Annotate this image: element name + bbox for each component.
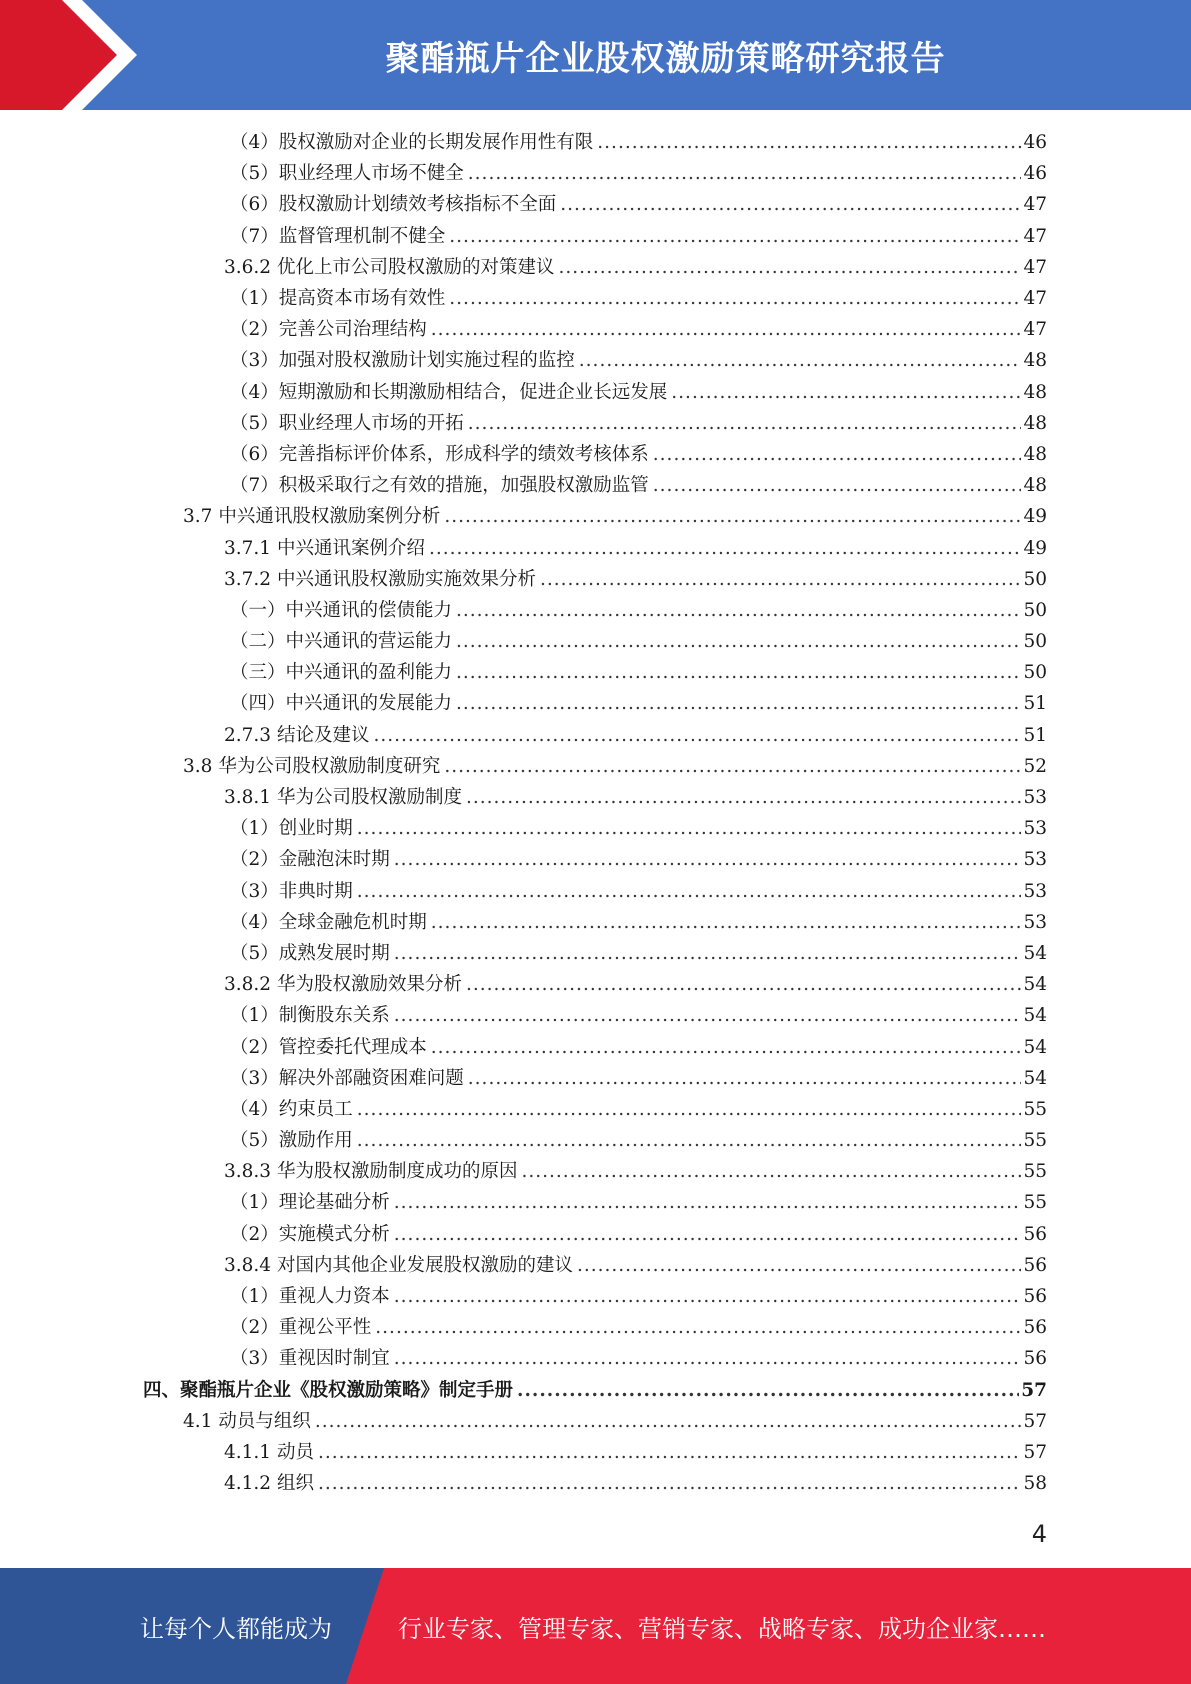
toc-entry-page: 50 — [1023, 631, 1047, 653]
toc-entry-number: 3.8.4 — [224, 1254, 277, 1276]
toc-entry[interactable] — [0, 158, 1191, 189]
toc-entry-page: 53 — [1023, 911, 1047, 933]
toc-entry[interactable] — [0, 595, 1191, 626]
toc-entry[interactable] — [0, 345, 1191, 376]
toc-entry-number: （1） — [230, 1286, 279, 1308]
toc-entry[interactable] — [0, 782, 1191, 813]
toc-dot-leader — [357, 813, 1022, 844]
toc-entry-title: 成熟发展时期 — [278, 942, 390, 964]
toc-dot-leader — [456, 595, 1021, 626]
toc-entry-title: 职业经理人市场的开拓 — [278, 412, 464, 434]
toc-entry-number: （1） — [230, 1192, 279, 1214]
toc-entry-title: 华为公司股权激励制度 — [276, 787, 462, 809]
toc-dot-leader — [444, 501, 1021, 532]
toc-entry-number: （6） — [230, 194, 279, 216]
toc-entry-number: （5） — [230, 1130, 279, 1152]
toc-entry-number: （4） — [230, 911, 279, 933]
toc-entry-number: （7） — [230, 225, 279, 247]
toc-dot-leader — [468, 408, 1022, 439]
toc-dot-leader — [357, 1125, 1022, 1156]
toc-dot-leader — [456, 688, 1021, 719]
toc-entry-title: 动员与组织 — [218, 1410, 311, 1432]
toc-entry-title: 重视公平性 — [278, 1317, 372, 1339]
toc-entry[interactable] — [0, 377, 1191, 408]
toc-entry-title: 约束员工 — [278, 1098, 353, 1120]
toc-entry-title: 对国内其他企业发展股权激励的建议 — [276, 1254, 573, 1276]
toc-dot-leader — [318, 1468, 1021, 1499]
toc-dot-leader — [449, 283, 1021, 314]
toc-entry[interactable] — [0, 1375, 1191, 1406]
toc-entry-title: 结论及建议 — [276, 724, 370, 746]
toc-entry-number: 3.7.1 — [224, 537, 277, 559]
toc-entry-page: 55 — [1023, 1161, 1047, 1183]
toc-dot-leader — [394, 1000, 1022, 1031]
toc-entry-title: 提高资本市场有效性 — [278, 288, 446, 310]
toc-entry-number: 3.6.2 — [224, 256, 277, 278]
toc-dot-leader — [394, 1219, 1022, 1250]
toc-entry-page: 55 — [1023, 1130, 1047, 1152]
toc-dot-leader — [456, 657, 1021, 688]
toc-entry-number: （2） — [230, 849, 279, 871]
toc-entry[interactable] — [0, 720, 1191, 751]
toc-entry[interactable] — [0, 969, 1191, 1000]
toc-entry-title: 中兴通讯的发展能力 — [285, 693, 453, 715]
toc-entry[interactable] — [0, 408, 1191, 439]
toc-entry-page: 48 — [1023, 412, 1047, 434]
toc-entry[interactable] — [0, 1156, 1191, 1187]
toc-entry[interactable] — [0, 1250, 1191, 1281]
toc-entry-page: 47 — [1023, 256, 1047, 278]
toc-entry[interactable] — [0, 1406, 1191, 1437]
toc-entry-title: 激励作用 — [278, 1130, 353, 1152]
toc-entry-title: 中兴通讯股权激励案例分析 — [218, 506, 441, 528]
toc-entry-title: 职业经理人市场不健全 — [278, 163, 464, 185]
toc-entry-number: （1） — [230, 1005, 279, 1027]
toc-entry-page: 49 — [1023, 506, 1047, 528]
toc-entry-number: （三） — [230, 662, 286, 684]
toc-entry-page: 53 — [1023, 787, 1047, 809]
toc-dot-leader — [375, 1312, 1021, 1343]
toc-entry-title: 解决外部融资困难问题 — [278, 1067, 464, 1089]
toc-entry-title: 组织 — [276, 1473, 314, 1495]
toc-entry[interactable] — [0, 127, 1191, 158]
toc-entry-number: 3.8.2 — [224, 974, 277, 996]
toc-entry-page: 55 — [1023, 1192, 1047, 1214]
toc-entry-title: 非典时期 — [278, 880, 353, 902]
toc-dot-leader — [653, 439, 1022, 470]
toc-entry-page: 54 — [1023, 1067, 1047, 1089]
toc-entry-page: 51 — [1023, 693, 1047, 715]
toc-dot-leader — [653, 470, 1022, 501]
toc-entry-number: （3） — [230, 1348, 279, 1370]
toc-entry[interactable] — [0, 314, 1191, 345]
toc-entry-page: 57 — [1021, 1379, 1047, 1401]
toc-entry-number: （四） — [230, 693, 286, 715]
toc-entry[interactable] — [0, 252, 1191, 283]
toc-entry-number: （2） — [230, 1317, 279, 1339]
toc-entry-page: 54 — [1023, 1036, 1047, 1058]
toc-entry-title: 管控委托代理成本 — [278, 1036, 427, 1058]
toc-entry-title: 完善指标评价体系，形成科学的绩效考核体系 — [278, 443, 649, 465]
page-number: 4 — [1031, 1520, 1047, 1548]
toc-dot-leader — [431, 1032, 1022, 1063]
toc-dot-leader — [597, 127, 1021, 158]
toc-entry-title: 理论基础分析 — [278, 1192, 390, 1214]
toc-entry-title: 完善公司治理结构 — [278, 319, 427, 341]
toc-entry-number: （5） — [230, 163, 279, 185]
page-header — [0, 0, 1191, 110]
toc-entry-page: 50 — [1023, 568, 1047, 590]
toc-dot-leader — [540, 564, 1021, 595]
toc-entry[interactable] — [0, 1343, 1191, 1374]
toc-entry-number: （2） — [230, 1036, 279, 1058]
toc-entry-title: 创业时期 — [278, 818, 353, 840]
toc-entry-page: 54 — [1023, 974, 1047, 996]
toc-dot-leader — [466, 782, 1021, 813]
toc-dot-leader — [456, 626, 1021, 657]
toc-entry-number: （2） — [230, 319, 279, 341]
toc-entry-page: 52 — [1023, 755, 1047, 777]
toc-entry-number: （4） — [230, 132, 279, 154]
toc-entry-title: 制衡股东关系 — [278, 1005, 390, 1027]
toc-entry-title: 中兴通讯股权激励实施效果分析 — [276, 568, 536, 590]
toc-entry-number: （一） — [230, 599, 286, 621]
footer-slogan-right: 行业专家、管理专家、营销专家、战略专家、成功企业家…… — [398, 1614, 1046, 1643]
toc-entry-title: 加强对股权激励计划实施过程的监控 — [278, 350, 575, 372]
toc-entry[interactable] — [0, 1031, 1191, 1062]
toc-entry-title: 聚酯瓶片企业《股权激励策略》制定手册 — [180, 1379, 514, 1401]
toc-entry-page: 53 — [1023, 818, 1047, 840]
toc-entry[interactable] — [0, 1468, 1191, 1499]
toc-entry[interactable] — [0, 907, 1191, 938]
toc-entry[interactable] — [0, 626, 1191, 657]
toc-dot-leader — [560, 189, 1021, 220]
toc-dot-leader — [394, 1281, 1022, 1312]
toc-entry-number: 3.8.3 — [224, 1161, 277, 1183]
toc-dot-leader — [394, 938, 1022, 969]
toc-entry-number: （3） — [230, 350, 279, 372]
toc-dot-leader — [431, 314, 1022, 345]
toc-entry-title: 中兴通讯的营运能力 — [285, 631, 453, 653]
toc-dot-leader — [444, 751, 1021, 782]
toc-entry[interactable] — [0, 1437, 1191, 1468]
toc-entry-title: 全球金融危机时期 — [278, 911, 427, 933]
toc-entry-title: 重视因时制宜 — [278, 1348, 390, 1370]
toc-entry-number: 3.7 — [183, 506, 219, 528]
toc-entry-number: （7） — [230, 475, 279, 497]
toc-entry-page: 56 — [1023, 1286, 1047, 1308]
toc-entry-number: （5） — [230, 942, 279, 964]
toc-entry-number: 四、 — [143, 1379, 181, 1401]
toc-entry-number: （4） — [230, 1098, 279, 1120]
toc-entry-number: 3.8 — [183, 755, 219, 777]
toc-dot-leader — [357, 1094, 1022, 1125]
toc-dot-leader — [449, 221, 1021, 252]
toc-entry[interactable] — [0, 1125, 1191, 1156]
toc-entry[interactable] — [0, 189, 1191, 220]
toc-entry-page: 47 — [1023, 319, 1047, 341]
toc-entry[interactable] — [0, 1000, 1191, 1031]
toc-entry-number: 4.1.1 — [224, 1441, 277, 1463]
toc-dot-leader — [357, 876, 1022, 907]
toc-dot-leader — [468, 158, 1022, 189]
toc-dot-leader — [318, 1437, 1021, 1468]
toc-entry-title: 实施模式分析 — [278, 1223, 390, 1245]
toc-dot-leader — [671, 377, 1021, 408]
toc-entry-page: 57 — [1023, 1410, 1047, 1432]
toc-entry-page: 50 — [1023, 662, 1047, 684]
toc-dot-leader — [431, 907, 1022, 938]
toc-dot-leader — [429, 533, 1021, 564]
toc-entry-title: 金融泡沫时期 — [278, 849, 390, 871]
toc-dot-leader — [466, 969, 1021, 1000]
toc-entry-page: 55 — [1023, 1098, 1047, 1120]
toc-entry-number: 3.8.1 — [224, 787, 277, 809]
toc-entry-page: 46 — [1023, 163, 1047, 185]
toc-entry-number: （1） — [230, 818, 279, 840]
toc-entry[interactable] — [0, 532, 1191, 563]
toc-entry[interactable] — [0, 657, 1191, 688]
toc-dot-leader — [468, 1063, 1022, 1094]
toc-dot-leader — [579, 345, 1022, 376]
toc-entry-number: 3.7.2 — [224, 568, 277, 590]
toc-entry-page: 53 — [1023, 849, 1047, 871]
toc-entry-title: 中兴通讯的偿债能力 — [285, 599, 453, 621]
toc-entry-page: 54 — [1023, 1005, 1047, 1027]
toc-dot-leader — [315, 1406, 1022, 1437]
toc-entry-page: 51 — [1023, 724, 1047, 746]
toc-entry-page: 56 — [1023, 1254, 1047, 1276]
toc-entry-title: 华为股权激励效果分析 — [276, 974, 462, 996]
toc-entry[interactable] — [0, 938, 1191, 969]
toc-entry[interactable] — [0, 221, 1191, 252]
toc-dot-leader — [521, 1156, 1021, 1187]
toc-entry-page: 54 — [1023, 942, 1047, 964]
toc-entry-page: 48 — [1023, 350, 1047, 372]
toc-entry-title: 股权激励计划绩效考核指标不全面 — [278, 194, 557, 216]
toc-entry[interactable] — [0, 1063, 1191, 1094]
header-arrow-decoration — [0, 0, 160, 110]
toc-dot-leader — [558, 252, 1021, 283]
header-title: 聚酯瓶片企业股权激励策略研究报告 — [385, 38, 946, 79]
toc-entry[interactable] — [0, 470, 1191, 501]
toc-dot-leader — [394, 844, 1022, 875]
toc-entry-title: 中兴通讯的盈利能力 — [285, 662, 453, 684]
toc-entry-page: 56 — [1023, 1223, 1047, 1245]
toc-entry[interactable] — [0, 439, 1191, 470]
toc-entry-page: 48 — [1023, 443, 1047, 465]
toc-entry[interactable] — [0, 688, 1191, 719]
footer-slogan-left: 让每个人都能成为 — [140, 1614, 332, 1643]
toc-entry[interactable] — [0, 813, 1191, 844]
toc-entry[interactable] — [0, 1312, 1191, 1343]
toc-entry-page: 47 — [1023, 194, 1047, 216]
toc-entry-page: 47 — [1023, 288, 1047, 310]
toc-entry-number: 2.7.3 — [224, 724, 277, 746]
toc-entry-page: 56 — [1023, 1317, 1047, 1339]
toc-entry-title: 动员 — [276, 1441, 314, 1463]
toc-dot-leader — [517, 1375, 1019, 1406]
toc-entry-title: 监督管理机制不健全 — [278, 225, 446, 247]
toc-dot-leader — [394, 1343, 1022, 1374]
toc-entry[interactable] — [0, 1219, 1191, 1250]
toc-entry-title: 积极采取行之有效的措施，加强股权激励监管 — [278, 475, 649, 497]
toc-entry[interactable] — [0, 751, 1191, 782]
toc-entry-number: （二） — [230, 631, 286, 653]
toc-entry-number: （3） — [230, 1067, 279, 1089]
toc-entry-number: （2） — [230, 1223, 279, 1245]
toc-entry[interactable] — [0, 1187, 1191, 1218]
table-of-contents — [0, 127, 1191, 1499]
toc-entry-number: （6） — [230, 443, 279, 465]
toc-entry-title: 短期激励和长期激励相结合，促进企业长远发展 — [278, 381, 668, 403]
toc-entry[interactable] — [0, 283, 1191, 314]
toc-entry-page: 58 — [1023, 1473, 1047, 1495]
toc-entry-page: 48 — [1023, 381, 1047, 403]
toc-entry-page: 48 — [1023, 475, 1047, 497]
toc-entry-page: 46 — [1023, 132, 1047, 154]
toc-entry-number: （3） — [230, 880, 279, 902]
toc-entry[interactable] — [0, 564, 1191, 595]
toc-entry-page: 56 — [1023, 1348, 1047, 1370]
toc-entry-page: 49 — [1023, 537, 1047, 559]
toc-entry-title: 华为公司股权激励制度研究 — [218, 755, 441, 777]
toc-entry-number: 4.1 — [183, 1410, 219, 1432]
toc-dot-leader — [577, 1250, 1021, 1281]
toc-entry-title: 中兴通讯案例介绍 — [276, 537, 425, 559]
toc-entry-page: 47 — [1023, 225, 1047, 247]
toc-entry-number: （5） — [230, 412, 279, 434]
page-footer — [0, 1568, 1191, 1684]
toc-entry-page: 53 — [1023, 880, 1047, 902]
toc-dot-leader — [394, 1187, 1022, 1218]
toc-entry-page: 57 — [1023, 1441, 1047, 1463]
toc-entry[interactable] — [0, 844, 1191, 875]
toc-dot-leader — [373, 720, 1021, 751]
toc-entry[interactable] — [0, 1281, 1191, 1312]
toc-entry-number: （4） — [230, 381, 279, 403]
toc-entry[interactable] — [0, 501, 1191, 532]
toc-entry-title: 重视人力资本 — [278, 1286, 390, 1308]
toc-entry-title: 华为股权激励制度成功的原因 — [276, 1161, 518, 1183]
toc-entry-title: 股权激励对企业的长期发展作用性有限 — [278, 132, 594, 154]
toc-entry-number: （1） — [230, 288, 279, 310]
toc-entry-title: 优化上市公司股权激励的对策建议 — [276, 256, 555, 278]
toc-entry[interactable] — [0, 1094, 1191, 1125]
toc-entry[interactable] — [0, 876, 1191, 907]
toc-entry-page: 50 — [1023, 599, 1047, 621]
toc-entry-number: 4.1.2 — [224, 1473, 277, 1495]
